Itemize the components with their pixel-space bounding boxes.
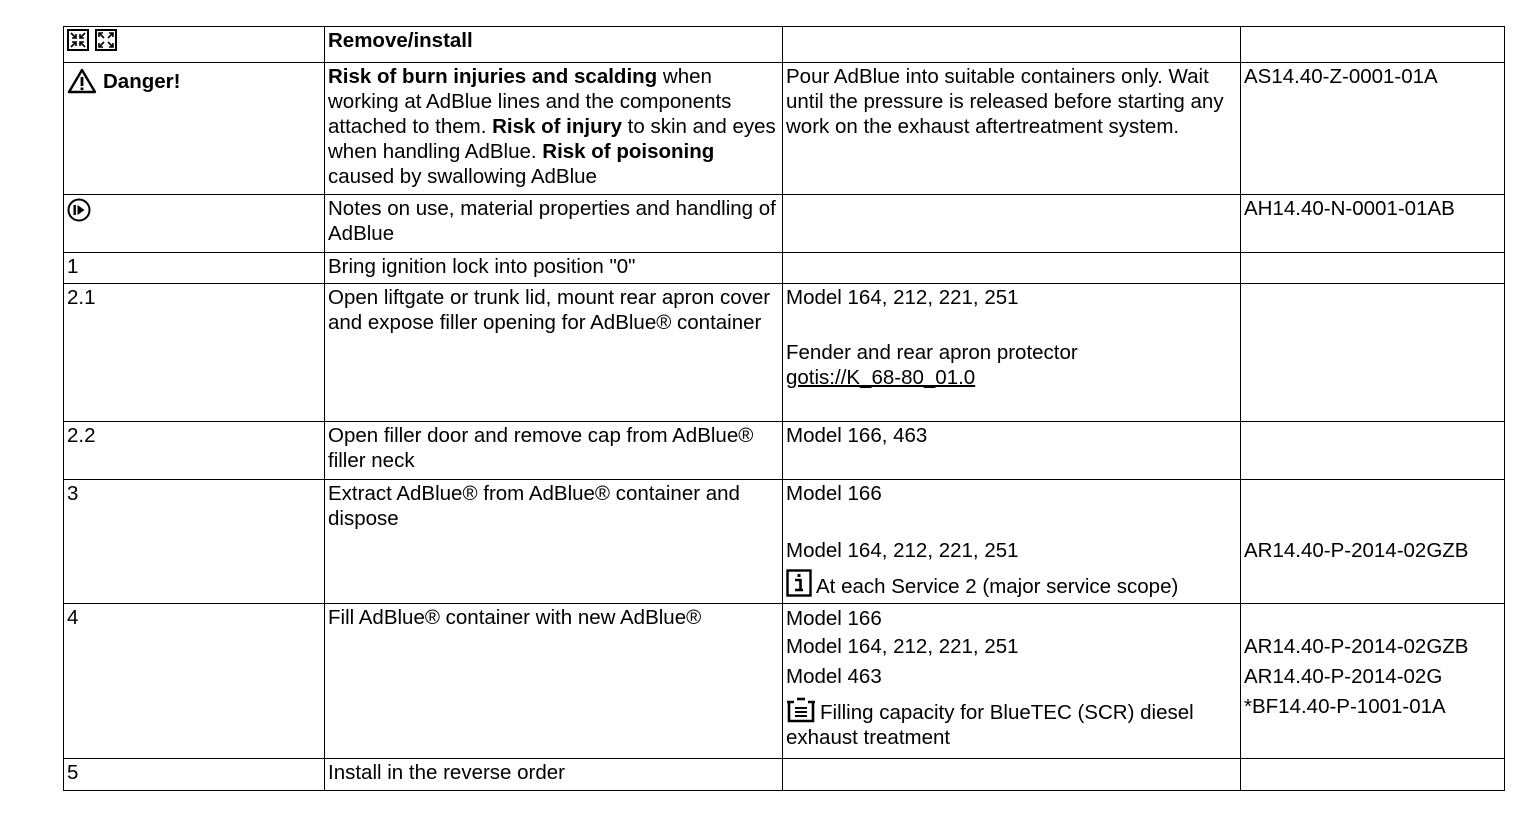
step-refs-cell (1241, 604, 1505, 759)
step-text: Extract AdBlue® from AdBlue® container and dispose (325, 480, 783, 604)
install-icon (95, 29, 117, 51)
step-number: 2.2 (64, 422, 325, 480)
step-ref[interactable]: *BF14.40-P-1001-01A (1244, 695, 1446, 718)
step-text: Fill AdBlue® container with new AdBlue® (325, 604, 783, 759)
danger-measure: Pour AdBlue into suitable containers only. Wait until the pressure is released before starting any work on the exhaust aftertreatment system. (783, 63, 1241, 195)
table-row-danger (64, 63, 1505, 195)
step-models-cell (783, 604, 1241, 759)
header-icons-cell (64, 27, 325, 63)
danger-text: caused by swallowing AdBlue (328, 165, 597, 188)
table-row-step (64, 480, 1505, 604)
capacity-line (786, 697, 1236, 750)
note-ref[interactable]: AH14.40-N-0001-01AB (1241, 195, 1505, 253)
procedure-table (63, 26, 1505, 791)
step-number: 2.1 (64, 284, 325, 422)
table-row-note (64, 195, 1505, 253)
step-text: Install in the reverse order (325, 759, 783, 791)
model-list-item: Model 164, 212, 221, 251 (786, 286, 1019, 309)
container-capacity-icon (786, 697, 816, 723)
step-ref[interactable]: AR14.40-P-2014-02GZB (1244, 539, 1469, 562)
step-number: 1 (64, 253, 325, 284)
note-arrow-icon (67, 198, 91, 222)
danger-text: to skin and eyes when handling AdBlue. (328, 115, 776, 163)
step-empty-cell (783, 759, 1241, 791)
danger-risk-injury: Risk of injury (492, 115, 622, 138)
step-text: Open filler door and remove cap from AdBlue® filler neck (325, 422, 783, 480)
step-ref[interactable]: AR14.40-P-2014-02GZB (1244, 635, 1469, 658)
model-list-item: Model 166 (786, 607, 882, 630)
step-empty-cell (1241, 253, 1505, 284)
step-empty-cell (783, 253, 1241, 284)
danger-ref[interactable]: AS14.40-Z-0001-01A (1241, 63, 1505, 195)
header-title: Remove/install (325, 27, 783, 63)
danger-cell (64, 63, 325, 195)
gotis-link[interactable]: gotis://K_68-80_01.0 (786, 366, 976, 389)
danger-risk-poisoning: Risk of poisoning (542, 140, 715, 163)
model-list-item: Model 164, 212, 221, 251 (786, 539, 1019, 562)
header-empty-cell (1241, 27, 1505, 63)
table-row-step (64, 759, 1505, 791)
step-empty-cell (1241, 284, 1505, 422)
protector-text: Fender and rear apron protector (786, 341, 1078, 364)
step-models-cell (783, 284, 1241, 422)
step-text: Open liftgate or trunk lid, mount rear apron cover and expose filler opening for AdBlue® container (325, 284, 783, 422)
model-list-item: Model 166, 463 (783, 422, 1241, 480)
step-models-cell (783, 480, 1241, 604)
model-list-item: Model 463 (786, 665, 882, 688)
step-number: 4 (64, 604, 325, 759)
step-empty-cell (1241, 422, 1505, 480)
step-number: 5 (64, 759, 325, 791)
danger-description (325, 63, 783, 195)
capacity-text: Filling capacity for BlueTEC (SCR) diesel exhaust treatment (786, 701, 1194, 749)
warning-triangle-icon (67, 68, 97, 94)
info-line (786, 569, 1236, 599)
table-row-header (64, 27, 1505, 63)
note-text: Notes on use, material properties and handling of AdBlue (325, 195, 783, 253)
info-text: At each Service 2 (major service scope) (816, 575, 1179, 598)
table-row-step (64, 604, 1505, 759)
remove-icon (67, 29, 89, 51)
note-icon-cell (64, 195, 325, 253)
table-row-step (64, 253, 1505, 284)
danger-text: when working at AdBlue lines and the components attached to them. (328, 65, 732, 138)
step-empty-cell (1241, 759, 1505, 791)
table-row-step (64, 284, 1505, 422)
danger-risk-burn: Risk of burn injuries and scalding (328, 65, 658, 88)
model-list-item: Model 166 (786, 482, 882, 505)
note-empty-cell (783, 195, 1241, 253)
model-list-item: Model 164, 212, 221, 251 (786, 635, 1019, 658)
table-row-step (64, 422, 1505, 480)
step-number: 3 (64, 480, 325, 604)
danger-label: Danger! (103, 69, 181, 93)
info-icon (786, 569, 812, 597)
header-empty-cell (783, 27, 1241, 63)
step-ref[interactable]: AR14.40-P-2014-02G (1244, 665, 1443, 688)
step-text: Bring ignition lock into position "0" (325, 253, 783, 284)
step-refs-cell (1241, 480, 1505, 604)
